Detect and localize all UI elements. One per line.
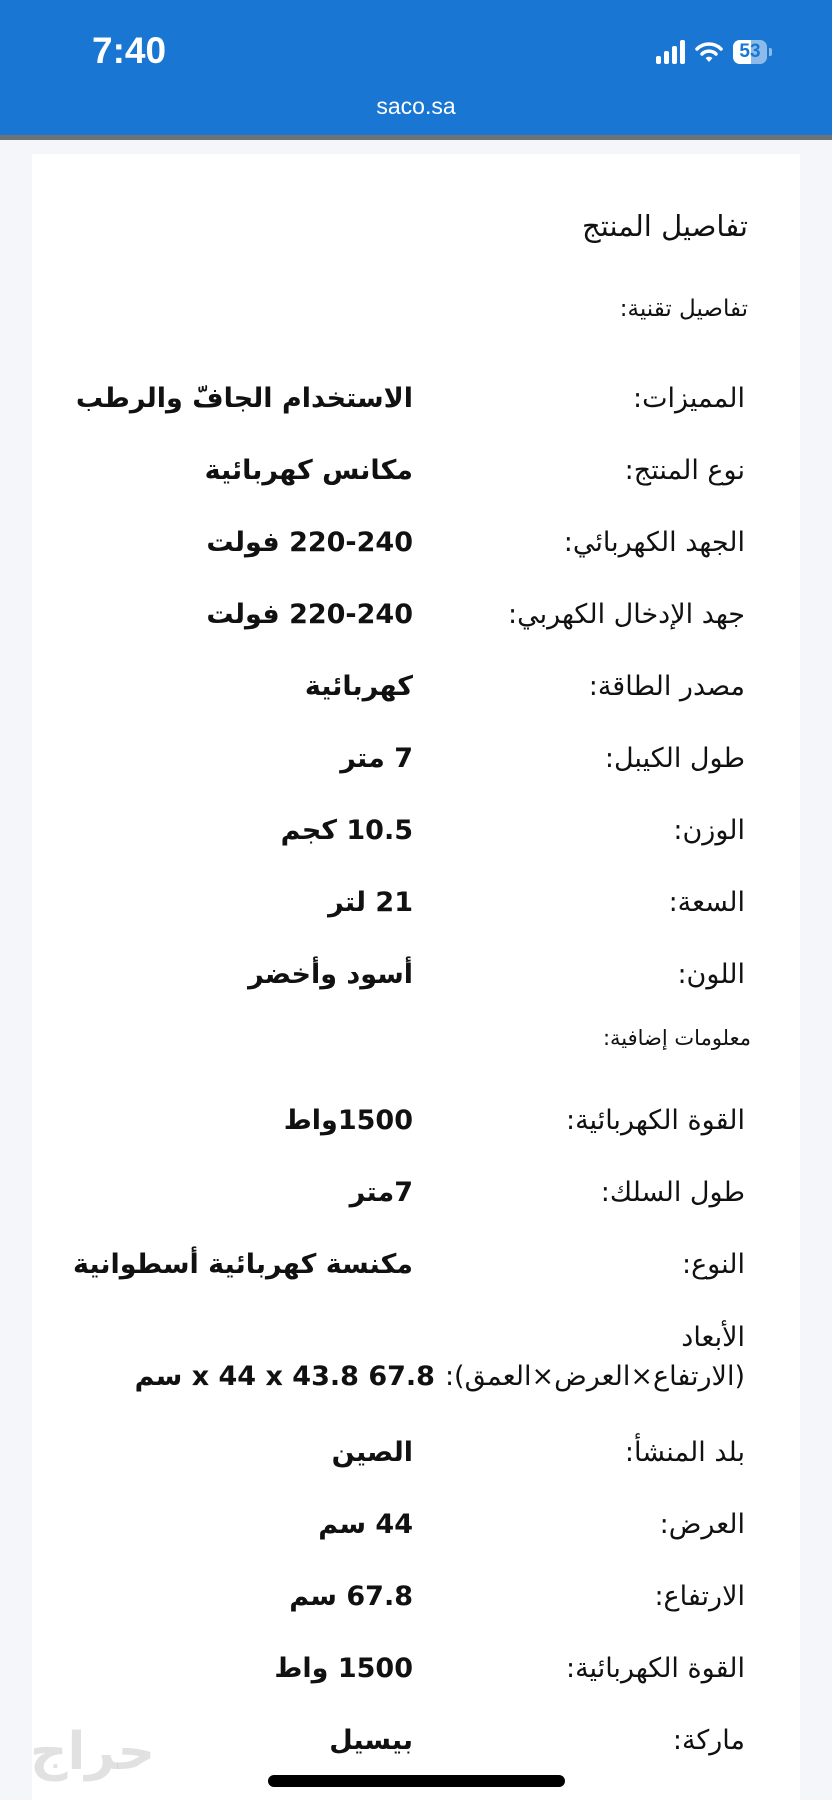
spec-value: 10.5 كجم	[280, 814, 413, 846]
spec-value: 1500واط	[283, 1104, 413, 1136]
cellular-signal-icon	[656, 40, 685, 64]
status-time: 7:40	[92, 30, 167, 71]
spec-label: النوع:	[681, 1248, 745, 1280]
spec-row	[45, 794, 745, 866]
spec-row	[45, 722, 745, 794]
spec-row	[45, 1632, 745, 1704]
haraj-watermark: حراج	[30, 1722, 156, 1782]
spec-value: مكنسة كهربائية أسطوانية	[72, 1248, 413, 1280]
spec-value: 44 سم	[318, 1508, 413, 1540]
spec-label: طول الكيبل:	[604, 742, 745, 774]
spec-row	[45, 1156, 745, 1228]
spec-row	[45, 1560, 745, 1632]
technical-details-heading: تفاصيل تقنية:	[619, 296, 748, 322]
spec-label: اللون:	[677, 958, 745, 990]
spec-label: طول السلك:	[600, 1176, 745, 1208]
spec-label: مصدر الطاقة:	[588, 670, 745, 702]
spec-value: 67.8 x 44 x 43.8 سم	[134, 1361, 435, 1392]
spec-label: الارتفاع:	[654, 1580, 745, 1612]
spec-row	[45, 434, 745, 506]
spec-value: 220-240 فولت	[206, 526, 413, 558]
spec-value: أسود وأخضر	[248, 958, 413, 990]
spec-row	[45, 578, 745, 650]
additional-info-heading: معلومات إضافية:	[602, 1026, 751, 1050]
spec-row	[45, 650, 745, 722]
spec-label: جهد الإدخال الكهربي:	[507, 598, 745, 630]
spec-value: 7متر	[349, 1176, 413, 1208]
spec-value: 67.8 سم	[289, 1580, 413, 1612]
status-icons	[656, 40, 772, 64]
spec-label: نوع المنتج:	[624, 454, 745, 486]
spec-value: الصين	[331, 1436, 413, 1468]
spec-label: القوة الكهربائية:	[565, 1104, 745, 1136]
spec-label: (الارتفاع×العرض×العمق):	[444, 1361, 745, 1392]
spec-label: الوزن:	[673, 814, 745, 846]
spec-row	[45, 866, 745, 938]
spec-label: الأبعاد	[681, 1322, 745, 1353]
spec-row	[45, 362, 745, 434]
battery-tip	[769, 48, 772, 56]
spec-label: العرض:	[659, 1508, 745, 1540]
spec-value: 7 متر	[340, 742, 413, 774]
spec-row	[45, 938, 745, 1010]
spec-list	[45, 362, 751, 1776]
product-details-card	[32, 154, 800, 1800]
browser-header	[0, 0, 832, 140]
spec-value: 21 لتر	[328, 886, 413, 918]
spec-value: 220-240 فولت	[206, 598, 413, 630]
spec-label: بلد المنشأ:	[624, 1436, 745, 1468]
spec-label: القوة الكهربائية:	[565, 1652, 745, 1684]
spec-row	[45, 1228, 745, 1300]
spec-row	[45, 1084, 745, 1156]
battery-icon	[733, 40, 767, 64]
url-bar[interactable]: saco.sa	[376, 93, 456, 119]
spec-label: السعة:	[668, 886, 745, 918]
wifi-icon	[695, 41, 723, 63]
spec-label: الجهد الكهربائي:	[563, 526, 745, 558]
spec-row	[45, 1416, 745, 1488]
spec-value: 1500 واط	[274, 1652, 413, 1684]
page-title: تفاصيل المنتج	[581, 209, 748, 243]
spec-row	[45, 506, 745, 578]
spec-label: ماركة:	[672, 1724, 745, 1756]
spec-value: بيسيل	[329, 1724, 413, 1756]
spec-label: المميزات:	[632, 382, 745, 414]
battery-level: 53	[739, 41, 761, 62]
dimensions-line	[135, 1357, 745, 1397]
spec-row-dimensions	[45, 1300, 745, 1416]
spec-row	[45, 1488, 745, 1560]
spec-value: كهربائية	[304, 670, 413, 702]
home-indicator[interactable]	[268, 1775, 565, 1787]
spec-value: مكانس كهربائية	[204, 454, 413, 486]
spec-value: الاستخدام الجافّ والرطب	[75, 382, 413, 414]
